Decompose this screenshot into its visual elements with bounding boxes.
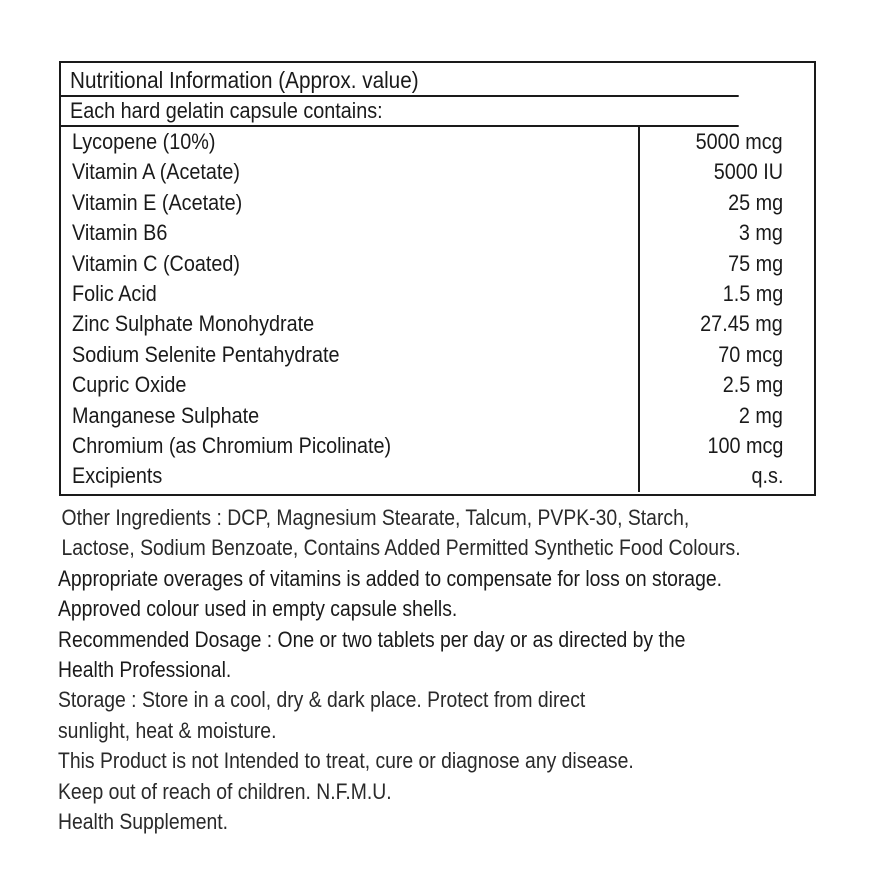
ingredient-amount-text: 25 mg: [727, 189, 783, 215]
ingredient-amount: [640, 461, 814, 491]
ingredient-name: [61, 157, 640, 187]
ingredient-amount-text: 3 mg: [738, 220, 783, 246]
ingredient-amount-text: 75 mg: [727, 250, 783, 276]
dosage-line-1: Recommended Dosage : One or two tablets per day or as directed by the: [58, 626, 686, 652]
ingredient-amount: [640, 279, 814, 309]
ingredient-name: [61, 188, 640, 218]
ingredient-amount-text: 70 mcg: [718, 341, 783, 367]
ingredient-name: [61, 431, 640, 461]
ingredient-amount: [640, 340, 814, 370]
other-ingredients-line-2: Lactose, Sodium Benzoate, Contains Added Permitted Synthetic Food Colours.: [61, 535, 741, 561]
ingredient-name-text: Vitamin A (Acetate): [72, 159, 241, 185]
ingredient-amount-text: 5000 IU: [713, 159, 783, 185]
ingredient-name-text: Vitamin E (Acetate): [72, 189, 243, 215]
ingredient-amount: [640, 309, 814, 339]
table-row: [61, 431, 814, 461]
ingredient-amount: [640, 431, 814, 461]
ingredient-amount: [640, 249, 814, 279]
ingredient-amount-text: 1.5 mg: [722, 280, 783, 306]
children-warning: Keep out of reach of children. N.F.M.U.: [58, 778, 392, 804]
ingredient-amount: [640, 157, 814, 187]
other-ingredients-line-1: Other Ingredients : DCP, Magnesium Stearate, Talcum, PVPK-30, Starch,: [61, 505, 690, 530]
table-title: Nutritional Information (Approx. value): [61, 63, 739, 97]
ingredient-name-text: Zinc Sulphate Monohydrate: [72, 311, 315, 337]
table-row: [61, 340, 814, 370]
ingredient-name: [61, 461, 640, 491]
ingredient-name: [61, 340, 640, 370]
table-row: [61, 249, 814, 279]
ingredient-amount-text: 2.5 mg: [722, 372, 783, 398]
storage-line-1: Storage : Store in a cool, dry & dark place. Protect from direct: [58, 687, 586, 713]
category-note: Health Supplement.: [58, 809, 229, 835]
ingredient-name: [61, 279, 640, 309]
colour-note: Approved colour used in empty capsule shells.: [58, 596, 458, 622]
ingredient-name-text: Lycopene (10%): [72, 129, 216, 154]
ingredient-name-text: Vitamin C (Coated): [72, 250, 241, 276]
ingredient-amount: [640, 127, 814, 157]
ingredient-name-text: Excipients: [72, 463, 163, 489]
disclaimer-note: This Product is not Intended to treat, cure or diagnose any disease.: [58, 748, 634, 774]
ingredient-rows: [61, 127, 814, 492]
nutrition-table: [59, 61, 816, 496]
ingredient-amount-text: 2 mg: [738, 402, 783, 428]
ingredient-name-text: Sodium Selenite Pentahydrate: [72, 341, 340, 367]
ingredient-name: [61, 309, 640, 339]
overages-note: Appropriate overages of vitamins is added to compensate for loss on storage.: [58, 565, 722, 591]
storage-line-2: sunlight, heat & moisture.: [58, 717, 277, 743]
ingredient-amount: [640, 370, 814, 400]
table-row: [61, 279, 814, 309]
ingredient-name: [61, 249, 640, 279]
table-row: [61, 370, 814, 400]
ingredient-name: [61, 370, 640, 400]
table-subtitle: Each hard gelatin capsule contains:: [61, 97, 739, 127]
ingredient-name-text: Manganese Sulphate: [72, 402, 260, 428]
table-row: [61, 218, 814, 248]
ingredient-name-text: Folic Acid: [72, 280, 157, 306]
ingredient-name-text: Cupric Oxide: [72, 372, 187, 398]
table-row: [61, 127, 814, 157]
label-notes: [58, 503, 858, 837]
table-row: [61, 157, 814, 187]
ingredient-amount: [640, 218, 814, 248]
ingredient-name-text: Vitamin B6: [72, 220, 168, 246]
ingredient-amount: [640, 188, 814, 218]
ingredient-amount-text: 100 mcg: [707, 432, 783, 458]
table-row: [61, 309, 814, 339]
table-row: [61, 401, 814, 431]
dosage-line-2: Health Professional.: [58, 657, 232, 683]
ingredient-name: [61, 127, 640, 157]
ingredient-name: [61, 218, 640, 248]
ingredient-amount-text: 5000 mcg: [696, 129, 783, 154]
ingredient-amount: [640, 401, 814, 431]
ingredient-amount-text: 27.45 mg: [700, 311, 783, 337]
ingredient-name-text: Chromium (as Chromium Picolinate): [72, 432, 392, 458]
ingredient-name: [61, 401, 640, 431]
table-row: [61, 461, 814, 491]
table-row: [61, 188, 814, 218]
ingredient-amount-text: q.s.: [751, 463, 783, 489]
